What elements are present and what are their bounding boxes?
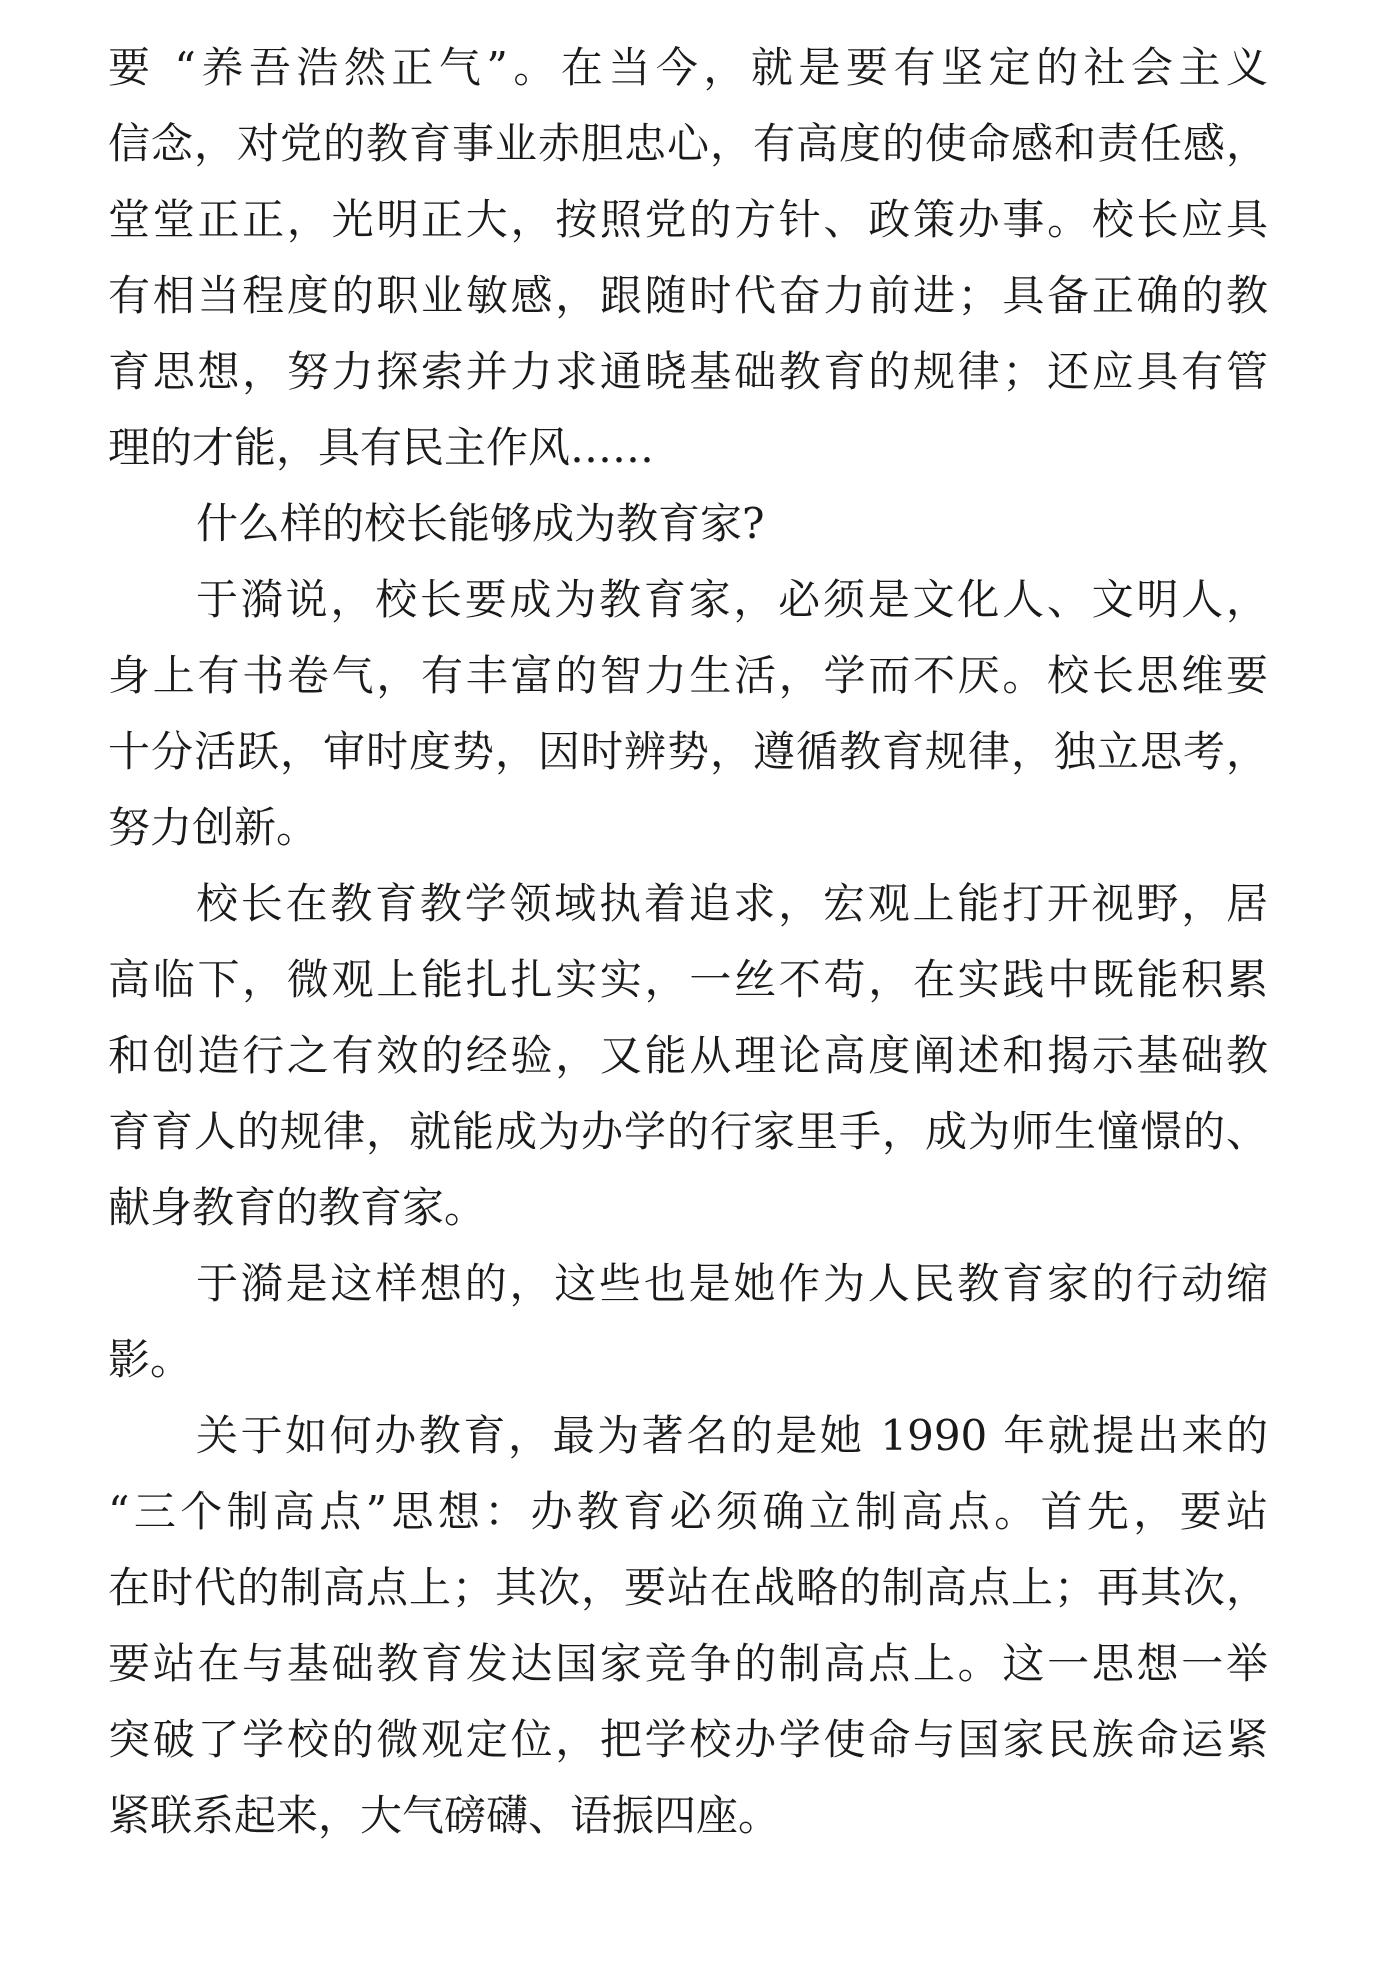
text-line: 校长在教育教学领域执着追求，宏观上能打开视野，居: [196, 879, 1268, 928]
text-line: 影。: [108, 1335, 193, 1384]
text-line: 紧联系起来，大气磅礴、语振四座。: [108, 1791, 781, 1840]
text-line: 在时代的制高点上；其次，要站在战略的制高点上；再其次，: [108, 1563, 1268, 1612]
text-line: 要站在与基础教育发达国家竞争的制高点上。这一思想一举: [108, 1639, 1268, 1688]
text-line: 育育人的规律，就能成为办学的行家里手，成为师生憧憬的、: [108, 1107, 1268, 1156]
text-line: 于漪说，校长要成为教育家，必须是文化人、文明人，: [196, 575, 1268, 624]
text-line: 于漪是这样想的，这些也是她作为人民教育家的行动缩: [196, 1259, 1268, 1308]
text-line: 努力创新。: [108, 803, 319, 852]
text-line: 高临下，微观上能扎扎实实，一丝不苟，在实践中既能积累: [108, 955, 1268, 1004]
paragraph-heading: 什么样的校长能够成为教育家?: [196, 499, 765, 548]
text-line: 堂堂正正，光明正大，按照党的方针、政策办事。校长应具: [108, 195, 1268, 244]
text-line: 突破了学校的微观定位，把学校办学使命与国家民族命运紧: [108, 1715, 1268, 1764]
text-line: 十分活跃，审时度势，因时辨势，遵循教育规律，独立思考，: [108, 727, 1268, 776]
text-line: 身上有书卷气，有丰富的智力生活，学而不厌。校长思维要: [108, 651, 1268, 700]
text-line: 理的才能，具有民主作风……: [108, 423, 655, 472]
text-line: 献身教育的教育家。: [108, 1183, 487, 1232]
text-line: 有相当程度的职业敏感，跟随时代奋力前进；具备正确的教: [108, 271, 1268, 320]
text-line: “三个制高点”思想：办教育必须确立制高点。首先，要站: [108, 1487, 1268, 1536]
text-line: 信念，对党的教育事业赤胆忠心，有高度的使命感和责任感，: [108, 119, 1268, 168]
text-line: 要 “养吾浩然正气”。在当今，就是要有坚定的社会主义: [108, 43, 1268, 92]
body-text: [108, 30, 1268, 1854]
text-line: 育思想，努力探索并力求通晓基础教育的规律；还应具有管: [108, 347, 1268, 396]
text-line: 和创造行之有效的经验，又能从理论高度阐述和揭示基础教: [108, 1031, 1268, 1080]
text-line: 关于如何办教育，最为著名的是她 1990 年就提出来的: [196, 1411, 1268, 1460]
